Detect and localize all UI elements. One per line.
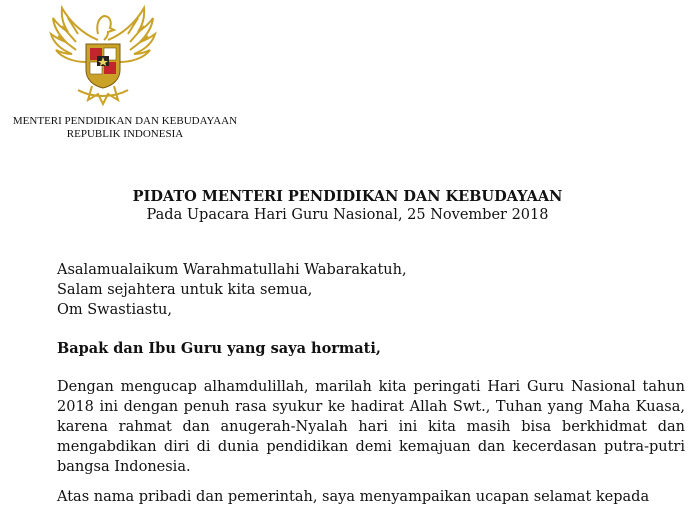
body-paragraph: Atas nama pribadi dan pemerintah, saya menyampaikan ucapan selamat kepada bbox=[57, 489, 650, 505]
greeting-line: Salam sejahtera untuk kita semua, bbox=[57, 282, 313, 298]
salutation: Bapak dan Ibu Guru yang saya hormati, bbox=[57, 340, 381, 357]
ministry-name: MENTERI PENDIDIKAN DAN KEBUDAYAAN bbox=[12, 115, 238, 127]
country-name: REPUBLIK INDONESIA bbox=[66, 128, 184, 140]
greeting-line: Om Swastiastu, bbox=[57, 302, 173, 318]
document-subtitle: Pada Upacara Hari Guru Nasional, 25 November 2018 bbox=[146, 207, 549, 223]
garuda-emblem-icon bbox=[48, 4, 158, 108]
greetings-block bbox=[57, 260, 407, 320]
document-title: PIDATO MENTERI PENDIDIKAN DAN KEBUDAYAAN bbox=[132, 188, 563, 205]
greeting-line: Asalamualaikum Warahmatullahi Wabarakatuh, bbox=[57, 262, 407, 278]
ministry-letterhead bbox=[0, 115, 250, 141]
body-paragraph: Dengan mengucap alhamdulillah, marilah kita peringati Hari Guru Nasional tahun 2018 ini dengan penuh rasa syukur ke hadirat Allah Swt., Tuhan yang Maha Kuasa, karena rahmat dan anugerah-Nyalah hari ini kita masih bisa berkhidmat dan mengabdikan diri di dunia pendidikan demi kemajuan dan kecerdasan putra-putri bangsa Indonesia. bbox=[57, 379, 685, 475]
